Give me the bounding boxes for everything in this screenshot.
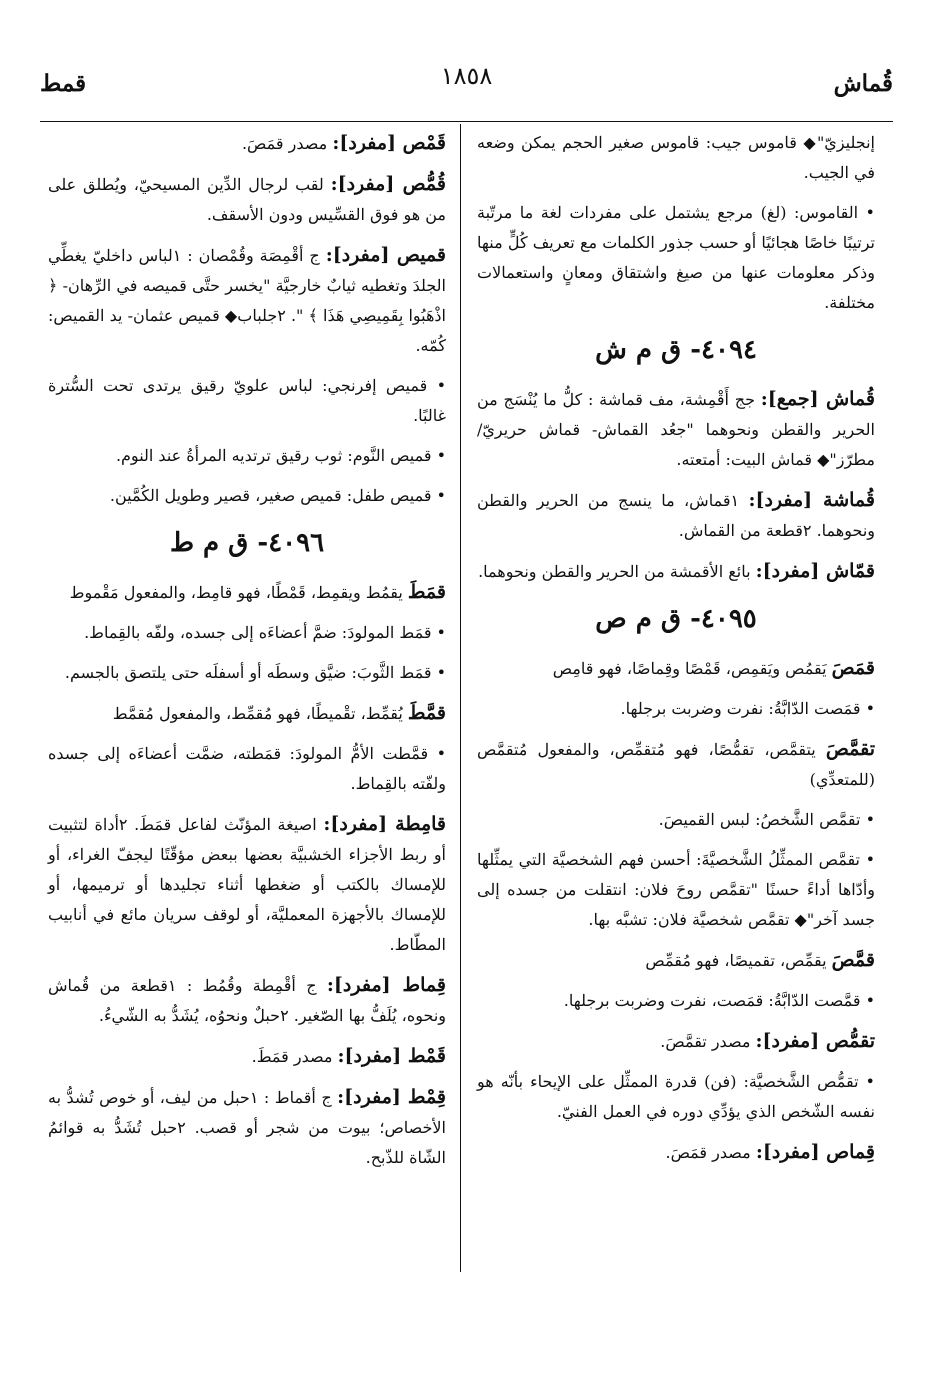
entry-headword: قمَّطَ (407, 702, 446, 724)
header-last-word: قمط (40, 70, 87, 97)
entry-definition: يَقمُص ويَقمِص، قَمْصًا وقِماصًا، فهو قامِص (552, 659, 827, 678)
dictionary-entry (477, 805, 875, 835)
entry-definition: • قمَصت الدّابَّةُ: نفرت وضربت برجلها. (620, 699, 875, 718)
dictionary-entry (477, 384, 875, 475)
dictionary-entry (48, 698, 446, 729)
dictionary-entry (477, 694, 875, 724)
entry-definition: • قمَط الثَّوبَ: ضيَّق وسطَه أو أسفلَه حتى يلتصق بالجسم. (64, 663, 446, 682)
dictionary-entry (48, 739, 446, 799)
dictionary-entry (48, 970, 446, 1031)
entry-headword: قمَصَ (831, 657, 875, 679)
entry-definition: يقمُط ويقمِط، قَمْطًا، فهو قامِط، والمفعول مَقْموط (69, 583, 403, 602)
entry-headword: قامِطة [مفرد]: (323, 813, 446, 835)
entry-definition: ١قماش، ما ينسج من الحرير والقطن ونحوهما. ٢قطعة من القماش. (477, 491, 875, 540)
entry-definition: مصدر قمَطَ. (251, 1047, 333, 1066)
dictionary-entry (477, 653, 875, 684)
dictionary-entry (48, 577, 446, 608)
root-section-heading: ٤٠٩٥- ق م ص (595, 604, 757, 634)
dictionary-entry (477, 945, 875, 976)
entry-definition: ج أقْمِطة وقُمُط : ١قطعة من قُماش ونحوه، يُلَفُّ بها الصّغير. ٢حبلٌ ونحوُه، يُشَدُّ به الشّيءُ. (48, 976, 446, 1025)
dictionary-entry (477, 845, 875, 935)
entry-definition: • قمَط المولودَ: ضمَّ أعضاءَه إلى جسده، ولفّه بالقِماط. (84, 623, 446, 642)
dictionary-entry (48, 1041, 446, 1072)
entry-definition: جج أَقْمِشة، مف قماشة : كلُّ ما يُنْسَج من الحرير والقطن ونحوهما "جعُد القماش- قماش حريريّ/ مطرّز"◆ قماش البيت: أمتعته. (477, 390, 875, 469)
dictionary-entry (48, 441, 446, 471)
dictionary-entry (48, 169, 446, 230)
entry-definition: ج أقْمِصَة وقُمْصان : ١لباس داخليّ يغطِّي الجلدَ وتغطيه ثيابٌ خارجيَّة "يخسر حتَّى قميصه في الرِّهان- ﴿ اذْهَبُوا بِقَمِيصِي هَذَا ﴾ ". ٢جلباب◆ قميص عثمان- يد القميص: كُمّه. (48, 246, 447, 355)
entry-headword: قِماص [مفرد]: (755, 1141, 875, 1163)
dictionary-entry (477, 1067, 875, 1127)
entry-headword: قَمْص [مفرد]: (332, 132, 446, 154)
header-first-word: قُماش (833, 70, 893, 97)
entry-definition: يتقمَّص، تقمُّصًا، فهو مُتقمِّص، والمفعول مُتقمَّص (للمتعدِّي) (477, 740, 875, 789)
dictionary-entry (477, 1026, 875, 1057)
dictionary-entry (48, 240, 446, 361)
dictionary-entry (477, 485, 875, 546)
dictionary-entry (48, 1082, 446, 1173)
dictionary-entry (48, 481, 446, 511)
header-rule (40, 121, 893, 122)
entry-definition: مصدر قمَصَ. (241, 134, 328, 153)
column-divider (460, 124, 461, 1272)
entry-headword: قِمْط [مفرد]: (337, 1086, 447, 1108)
entry-definition: مصدر قمَصَ. (665, 1143, 751, 1162)
dictionary-entry (477, 986, 875, 1016)
entry-definition: • تقمَّص الممثِّلُ الشَّخصيَّةَ: أحسن فهم الشخصيَّة التي يمثِّلها وأدّاها أداءً حسنًا "تقمَّص روحَ فلان: انتقلت من جسده إلى جسد آخر"◆ تقمَّص شخصيَّة فلان: تشبَّه بها. (477, 850, 875, 929)
entry-definition: • تقمَّص الشَّخصُ: لبس القميصَ. (658, 810, 875, 829)
entry-headword: تقمُّص [مفرد]: (755, 1030, 875, 1052)
entry-definition: • قميص النَّوم: ثوب رقيق ترتديه المرأةُ عند النوم. (115, 446, 446, 465)
entry-headword: قميص [مفرد]: (325, 244, 446, 266)
right-column (477, 128, 875, 1178)
page-header (40, 58, 893, 108)
dictionary-entry (477, 128, 875, 188)
entry-definition: لقب لرجال الدِّين المسيحيّ، ويُطلق على من هو فوق القسِّيس ودون الأسقف. (48, 175, 446, 224)
dictionary-entry (48, 658, 446, 688)
entry-definition: • قمَّصت الدّابَّةُ: قمَصت، نفرت وضربت برجلها. (563, 991, 875, 1010)
root-section-heading: ٤٠٩٦- ق م ط (169, 528, 325, 558)
entry-definition: • قمَّطت الأمُّ المولودَ: قمَطته، ضمَّت أعضاءَه إلى جسده ولفّته بالقِماط. (48, 744, 446, 793)
entry-definition: • قميص طفل: قميص صغير، قصير وطويل الكُمَّين. (109, 486, 446, 505)
entry-headword: قُمُّص [مفرد]: (330, 173, 446, 195)
entry-definition: • قميص إفرنجي: لباس علويّ رقيق يرتدى تحت السُّترة غالبًا. (48, 376, 446, 425)
entry-definition: • القاموس: (لغ) مرجع يشتمل على مفردات لغة ما مرتّبة ترتيبًا خاصًا هجائيًا أو حسب جذور الكلمات مع تعريف كُلٍّ منها وذكر معلومات عنها من صيغ واشتقاق ومعانٍ واستعمالات مختلفة. (477, 203, 875, 312)
entry-definition: ج أقماط : ١حبل من ليف، أو خوص تُشدُّ به الأخصاص؛ بيوت من شجر أو قصب. ٢حبل تُشَدُّ به قوائمُ الشّاة للذّبح. (48, 1088, 446, 1167)
entry-headword: قمَطَ (407, 581, 446, 603)
page-number: ١٨٥٨ (440, 62, 493, 90)
entry-definition: يُقمِّط، تقْميطًا، فهو مُقمِّط، والمفعول مُقمَّط (112, 704, 403, 723)
entry-headword: قمّاش [مفرد]: (755, 560, 875, 582)
root-section-heading: ٤٠٩٤- ق م ش (595, 335, 757, 365)
entry-definition: إنجليزيّ"◆ قاموس جيب: قاموس صغير الحجم يمكن وضعه في الجيب. (477, 133, 875, 182)
entry-definition: بائع الأقمشة من الحرير والقطن ونحوهما. (478, 562, 751, 581)
entry-definition: يقمِّص، تقميصًا، فهو مُقمِّص (645, 951, 827, 970)
dictionary-entry (477, 1137, 875, 1168)
entry-headword: قُماشة [مفرد]: (748, 489, 875, 511)
dictionary-entry (477, 198, 875, 318)
entry-headword: قِماط [مفرد]: (326, 974, 446, 996)
entry-headword: قَمْط [مفرد]: (337, 1045, 446, 1067)
dictionary-entry (48, 809, 446, 960)
dictionary-entry (48, 128, 446, 159)
entry-headword: قمَّصَ (831, 949, 875, 971)
entry-headword: قُماش [جمع]: (760, 388, 876, 410)
entry-headword: تقمَّصَ (825, 738, 876, 760)
entry-definition: مصدر تقمَّصَ. (660, 1032, 751, 1051)
entry-definition: اصيغة المؤنّث لفاعل قمَطَ. ٢أداة لتثبيت أو ربط الأجزاء الخشبيَّة بعضها ببعض مؤقّتًا ليجفّ الغراء، أو للإمساك بالكتب أو ضغطها أثناء تجليدها أو ترميمها، أو للإمساك بالأجهزة المعمليَّة، أو لوقف سريان مائع في أنابيب المطّاط. (48, 815, 446, 954)
entry-definition: • تقمُّص الشَّخصيَّة: (فن) قدرة الممثِّل على الإيحاء بأنّه هو نفسه الشّخص الذي يؤدِّي دوره في العمل الفنيّ. (477, 1072, 875, 1121)
dictionary-entry (477, 556, 875, 587)
left-column (48, 128, 446, 1183)
dictionary-entry (48, 618, 446, 648)
dictionary-entry (48, 371, 446, 431)
dictionary-entry (477, 734, 875, 795)
